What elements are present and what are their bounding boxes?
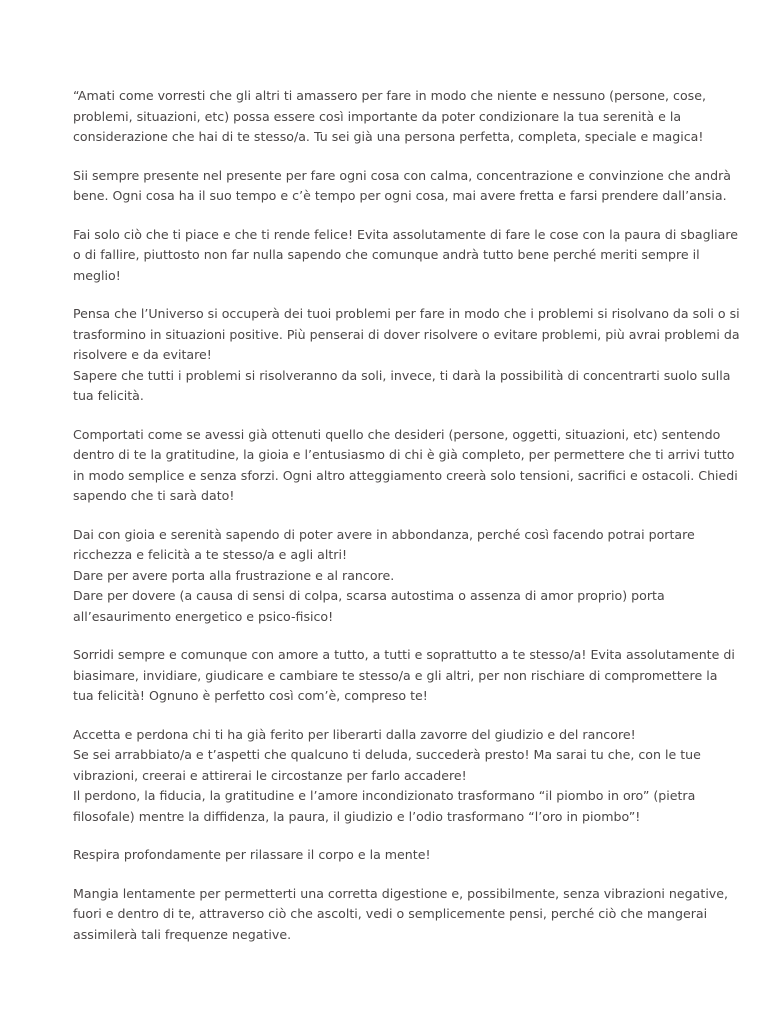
text-line: fuori e dentro di te, attraverso ciò che ascolti, vedi o semplicemente pensi, perché ciò che mangerai <box>73 906 708 921</box>
paragraph <box>73 425 738 507</box>
paragraph <box>73 304 740 407</box>
text-line: problemi, situazioni, etc) possa essere così importante da poter condizionare la tua serenità e la <box>73 108 682 124</box>
text-line: assimilerà tali frequenze negative. <box>73 926 292 942</box>
text-line: in modo semplice e senza sforzi. Ogni altro atteggiamento creerà solo tensioni, sacrifici e ostacoli. Chiedi <box>73 467 738 483</box>
text-line: Se sei arrabbiato/a e t’aspetti che qualcuno ti deluda, succederà presto! Ma sarai tu che, con le tue <box>73 747 701 762</box>
text-line: Fai solo ciò che ti piace e che ti rende felice! Evita assolutamente di fare le cose con la paura di sbagliare <box>73 226 739 242</box>
text-line: Comportati come se avessi già ottenuti quello che desideri (persone, oggetti, situazioni, etc) sentendo <box>73 426 721 442</box>
paragraph <box>73 884 729 946</box>
text-line: tua felicità. <box>73 388 144 403</box>
text-line: “Amati come vorresti che gli altri ti amassero per fare in modo che niente e nessuno (persone, cose, <box>73 88 706 103</box>
text-line: Pensa che l’Universo si occuperà dei tuoi problemi per fare in modo che i problemi si risolvano da soli o si <box>73 306 740 321</box>
paragraph <box>73 525 698 628</box>
text-line: Dai con gioia e serenità sapendo di poter avere in abbondanza, perché così facendo potrai portare <box>73 526 695 542</box>
text-line: risolvere e da evitare! <box>73 347 212 362</box>
text-line: tua felicità! Ognuno è perfetto così com’è, compreso te! <box>73 688 428 703</box>
paragraph <box>73 845 698 866</box>
text-line: Sii sempre presente nel presente per fare ogni cosa con calma, concentrazione e convinzione che andrà <box>73 167 731 183</box>
text-line: bene. Ogni cosa ha il suo tempo e c’è tempo per ogni cosa, mai avere fretta e farsi prendere dall’ansia. <box>73 188 727 203</box>
text-line: dentro di te la gratitudine, la gioia e l’entusiasmo di chi è già completo, per permettere che ti arrivi tutto <box>73 447 735 462</box>
text-line: Sapere che tutti i problemi si risolveranno da soli, invece, ti darà la possibilità di concentrarti suolo sulla <box>73 367 731 383</box>
text-line: sapendo che ti sarà dato! <box>73 488 235 503</box>
text-line: ricchezza e felicità a te stesso/a e agli altri! <box>73 547 348 562</box>
text-line: filosofale) mentre la diffidenza, la paura, il giudizio e l’odio trasformano “l’oro in piombo”! <box>73 808 641 824</box>
text-line: meglio! <box>73 267 121 283</box>
text-line: Accetta e perdona chi ti ha già ferito per liberarti dalla zavorre del giudizio e del rancore! <box>73 726 636 742</box>
text-line: Mangia lentamente per permetterti una corretta digestione e, possibilmente, senza vibrazioni negative, <box>73 885 729 901</box>
document-page <box>73 86 740 963</box>
paragraph <box>73 725 701 828</box>
text-line: Dare per avere porta alla frustrazione e al rancore. <box>73 567 395 583</box>
text-line: considerazione che hai di te stesso/a. Tu sei già una persona perfetta, completa, speciale e magica! <box>73 129 704 144</box>
text-line: Respira profondamente per rilassare il corpo e la mente! <box>73 847 431 862</box>
paragraph <box>73 645 735 707</box>
paragraph <box>73 225 739 287</box>
text-line: Dare per dovere (a causa di sensi di colpa, scarsa autostima o assenza di amor proprio) porta <box>73 588 665 603</box>
text-line: biasimare, invidiare, giudicare e cambiare te stesso/a e gli altri, per non rischiare di compromettere la <box>73 667 718 683</box>
text-line: all’esaurimento energetico e psico-fisico! <box>73 608 334 624</box>
text-line: vibrazioni, creerai e attirerai le circostanze per farlo accadere! <box>73 767 467 783</box>
text-line: Il perdono, la fiducia, la gratitudine e l’amore incondizionato trasformano “il piombo in oro” (pietra <box>73 788 696 803</box>
paragraph <box>73 86 706 148</box>
text-line: o di fallire, piuttosto non far nulla sapendo che comunque andrà tutto bene perché meriti sempre il <box>73 247 700 262</box>
text-line: trasformino in situazioni positive. Più penserai di dover risolvere o evitare problemi, più avrai problemi da <box>73 326 740 342</box>
paragraph <box>73 166 731 207</box>
text-line: Sorridi sempre e comunque con amore a tutto, a tutti e soprattutto a te stesso/a! Evita assolutamente di <box>73 647 735 662</box>
